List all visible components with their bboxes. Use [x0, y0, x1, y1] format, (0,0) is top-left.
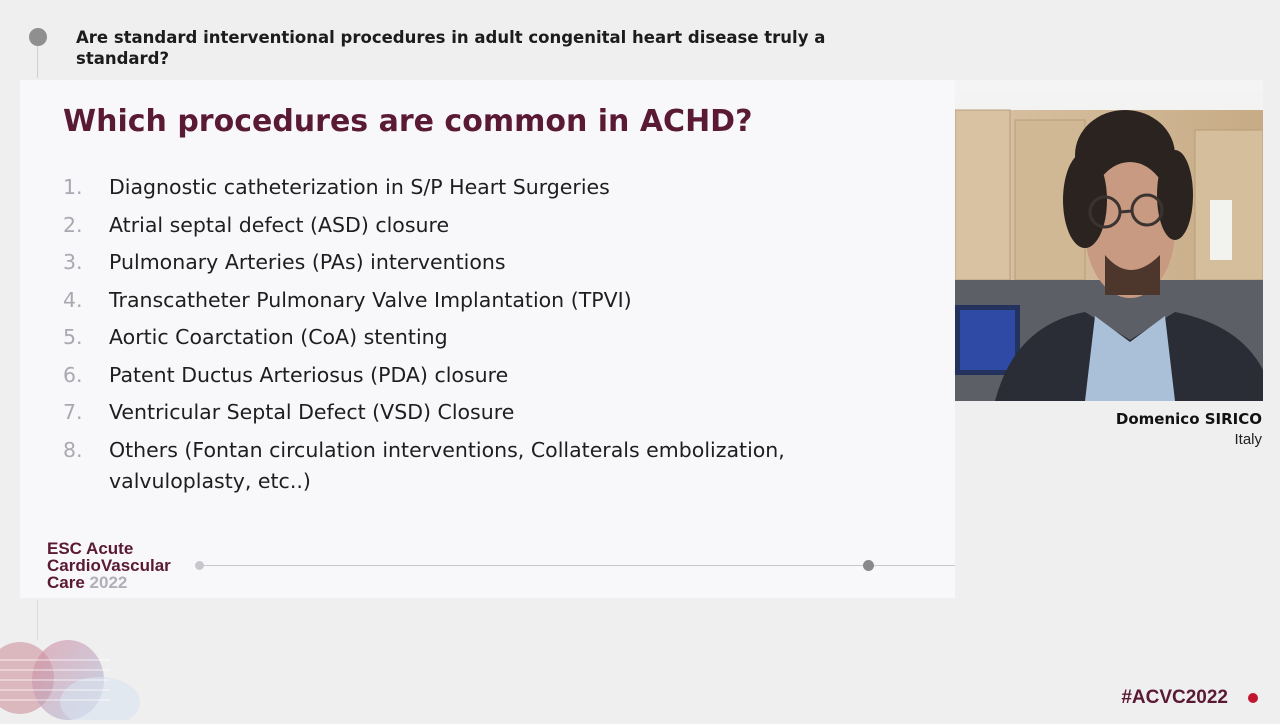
- timeline-line: [37, 46, 38, 78]
- list-text: Transcatheter Pulmonary Valve Implantation (TPVI): [109, 287, 632, 312]
- list-number: 2.: [63, 212, 83, 237]
- list-number: 6.: [63, 362, 83, 387]
- procedure-list: [63, 172, 883, 503]
- heart-logo-graphic: [0, 630, 140, 720]
- presentation-slide: [20, 80, 955, 598]
- list-text: Diagnostic catheterization in S/P Heart Surgeries: [109, 175, 610, 199]
- speaker-video-frame: [955, 80, 1263, 401]
- logo-care: Care: [47, 573, 85, 592]
- slide-divider: [200, 565, 955, 566]
- divider-dot: [195, 561, 204, 570]
- speaker-video[interactable]: [955, 80, 1263, 401]
- logo-line: CardioVascular: [47, 556, 171, 575]
- list-item: [63, 397, 883, 428]
- list-text: Aortic Coarctation (CoA) stenting: [109, 325, 448, 349]
- event-hashtag: #ACVC2022: [1121, 687, 1228, 708]
- speaker-name: Domenico SIRICO: [1115, 410, 1262, 428]
- list-item: [63, 285, 883, 316]
- slide-title: Which procedures are common in ACHD?: [63, 104, 753, 139]
- list-item: [63, 322, 883, 353]
- list-item: [63, 360, 883, 391]
- session-title: Are standard interventional procedures in adult congenital heart disease truly a standard?: [76, 28, 826, 68]
- logo-line: [47, 574, 171, 591]
- list-number: 7.: [63, 400, 83, 424]
- list-number: 1.: [63, 175, 83, 199]
- list-text: Ventricular Septal Defect (VSD) Closure: [109, 400, 515, 424]
- list-item: [63, 210, 883, 241]
- list-text: Atrial septal defect (ASD) closure: [109, 212, 450, 237]
- list-text: Patent Ductus Arteriosus (PDA) closure: [109, 362, 509, 387]
- divider-dot: [863, 560, 874, 571]
- list-number: 3.: [63, 250, 83, 274]
- logo-line: ESC Acute: [47, 539, 134, 558]
- list-item: [63, 172, 883, 203]
- list-text: Others (Fontan circulation interventions, Collaterals embolization, valvuloplasty, etc..): [109, 437, 785, 493]
- logo-year: 2022: [89, 573, 128, 592]
- timeline-dot: [29, 28, 47, 46]
- hashtag-dot: [1248, 693, 1258, 703]
- speaker-country: Italy: [1234, 431, 1262, 448]
- list-item: [63, 435, 883, 497]
- list-number: 5.: [63, 325, 83, 349]
- list-text: Pulmonary Arteries (PAs) interventions: [109, 250, 506, 274]
- list-number: 4.: [63, 287, 83, 312]
- list-number: 8.: [63, 437, 83, 462]
- conference-logo: [47, 540, 171, 591]
- list-item: [63, 247, 883, 278]
